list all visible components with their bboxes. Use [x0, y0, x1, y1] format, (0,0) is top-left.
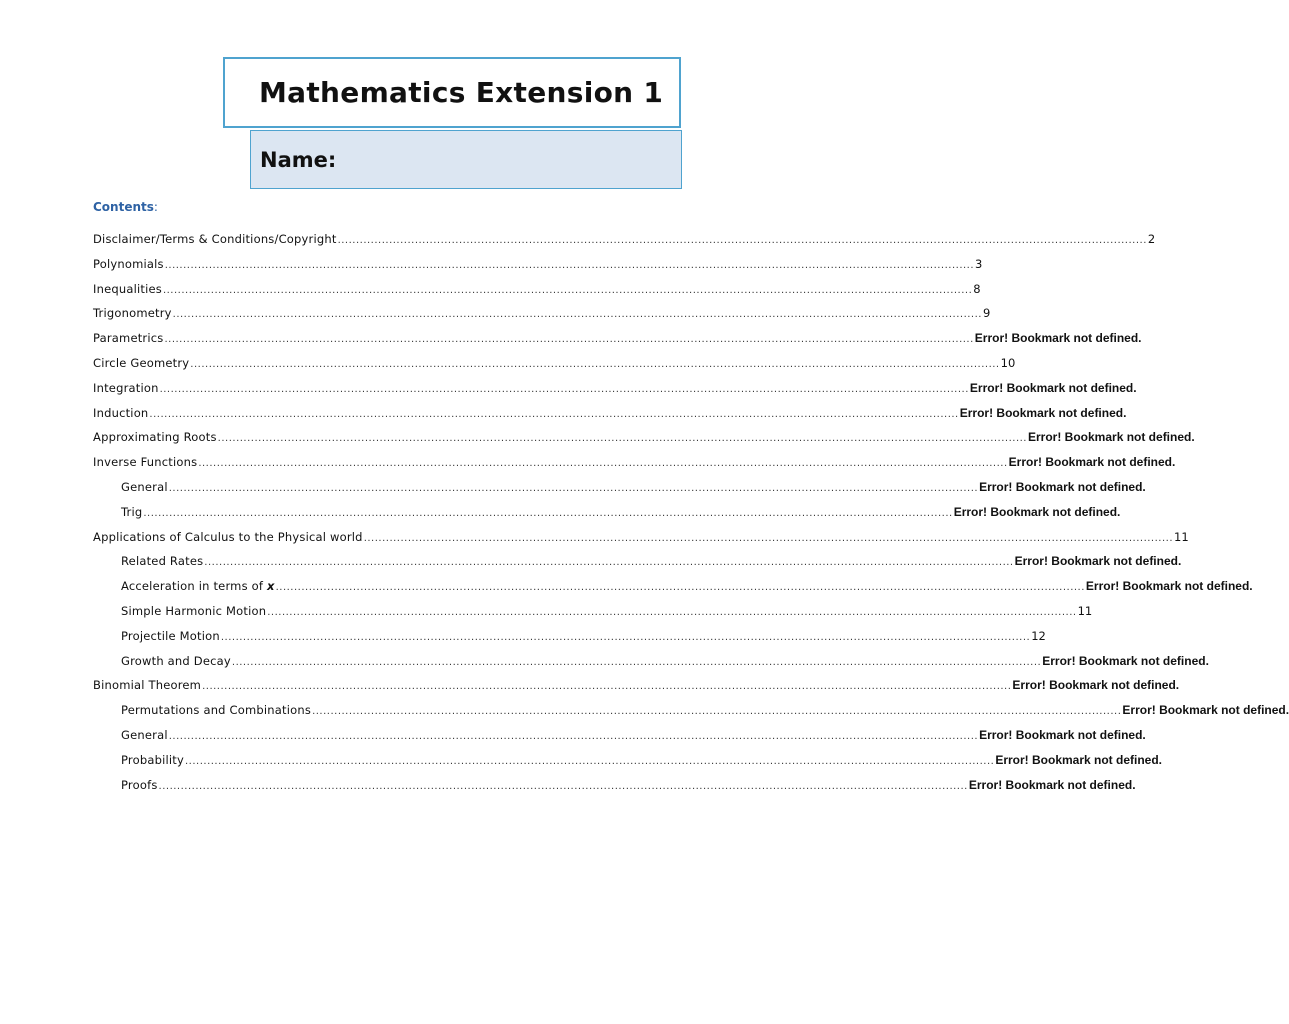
- toc-entry-page: Error! Bookmark not defined.: [953, 504, 1121, 519]
- toc-dot-leader: ............................................................................................................................................................................................................................: [198, 458, 1008, 470]
- toc-entry-label: [121, 551, 203, 571]
- toc-entry[interactable]: [93, 303, 991, 328]
- toc-entry-page: Error! Bookmark not defined.: [995, 752, 1163, 767]
- toc-entry[interactable]: [93, 452, 1176, 477]
- toc-entry-page: Error! Bookmark not defined.: [969, 380, 1137, 395]
- toc-entry-label-text: Parametrics: [93, 331, 164, 346]
- toc-entry[interactable]: [93, 775, 1136, 800]
- toc-entry[interactable]: [93, 626, 1046, 651]
- toc-entry[interactable]: [93, 403, 1127, 428]
- toc-entry-label: [93, 229, 337, 249]
- toc-entry-label: [93, 675, 201, 695]
- toc-entry-label-text: Induction: [93, 405, 149, 420]
- toc-entry-page: Error! Bookmark not defined.: [1008, 455, 1176, 470]
- toc-dot-leader: ............................................................................................................................................................................................................................: [204, 557, 1014, 569]
- toc-dot-leader: ............................................................................................................................................................................................................................: [162, 284, 973, 296]
- toc-entry-label-text: Simple Harmonic Motion: [121, 603, 267, 618]
- toc-entry-label-text: Probability: [121, 752, 184, 767]
- toc-entry-label: [121, 626, 220, 646]
- toc-entry[interactable]: [93, 527, 1189, 552]
- toc-entry-label-text: General: [121, 727, 168, 742]
- toc-entry[interactable]: [93, 502, 1121, 527]
- toc-entry-label-text: Trig: [121, 504, 143, 519]
- toc-entry-label-text: Permutations and Combinations: [121, 703, 312, 718]
- contents-heading-text: Contents: [93, 200, 154, 214]
- toc-entry-label: [121, 750, 184, 770]
- toc-entry-label: [93, 279, 162, 299]
- toc-entry-page: Error! Bookmark not defined.: [968, 777, 1136, 792]
- toc-entry-page: 8: [973, 281, 981, 296]
- toc-entry-label-text: Inequalities: [93, 281, 162, 296]
- toc-entry-label: [93, 403, 148, 423]
- toc-dot-leader: ............................................................................................................................................................................................................................: [168, 482, 979, 494]
- toc-entry-label: [93, 452, 197, 472]
- toc-dot-leader: ............................................................................................................................................................................................................................: [202, 681, 1012, 693]
- toc-dot-leader: ............................................................................................................................................................................................................................: [149, 408, 959, 420]
- toc-entry[interactable]: [93, 725, 1146, 750]
- toc-dot-leader: ............................................................................................................................................................................................................................: [172, 309, 982, 321]
- toc-dot-leader: ............................................................................................................................................................................................................................: [185, 755, 995, 767]
- toc-entry-page: Error! Bookmark not defined.: [1014, 554, 1182, 569]
- toc-dot-leader: ............................................................................................................................................................................................................................: [164, 259, 975, 271]
- toc-entry-page: Error! Bookmark not defined.: [1012, 678, 1180, 693]
- toc-entry[interactable]: [93, 378, 1137, 403]
- toc-entry[interactable]: [93, 601, 1093, 626]
- toc-entry-label-text: Trigonometry: [93, 306, 172, 321]
- toc-entry-label-text: Approximating Roots: [93, 430, 217, 445]
- toc-entry-page: Error! Bookmark not defined.: [979, 479, 1146, 494]
- toc-entry-page: 2: [1147, 232, 1156, 246]
- contents-heading: [93, 200, 158, 214]
- toc-entry-label: [93, 328, 163, 348]
- toc-dot-leader: ............................................................................................................................................................................................................................: [337, 235, 1147, 246]
- toc-dot-leader: ............................................................................................................................................................................................................................: [312, 706, 1122, 718]
- toc-entry-label-text: Applications of Calculus to the Physical world: [93, 529, 363, 544]
- toc-entry[interactable]: [93, 675, 1180, 700]
- toc-entry[interactable]: [93, 279, 981, 304]
- toc-entry-page: 12: [1031, 628, 1046, 643]
- toc-dot-leader: ............................................................................................................................................................................................................................: [168, 730, 979, 742]
- toc-entry-label-text: Circle Geometry: [93, 355, 190, 370]
- toc-entry-page: 10: [1000, 355, 1016, 370]
- toc-dot-leader: ............................................................................................................................................................................................................................: [143, 507, 953, 519]
- toc-dot-leader: ............................................................................................................................................................................................................................: [220, 631, 1031, 643]
- toc-entry-label-text: Disclaimer/Terms & Conditions/Copyright: [93, 232, 337, 246]
- toc-entry-page: Error! Bookmark not defined.: [959, 405, 1127, 420]
- toc-entry-label-text: Proofs: [121, 777, 158, 792]
- toc-entry-label: [121, 502, 142, 522]
- toc-entry-variable: x: [266, 579, 275, 594]
- toc-entry[interactable]: [93, 576, 1253, 601]
- toc-entry-label-text: Polynomials: [93, 256, 164, 271]
- toc-dot-leader: ............................................................................................................................................................................................................................: [231, 656, 1042, 668]
- toc-entry-label: [121, 725, 168, 745]
- toc-entry-label-text: General: [121, 479, 168, 494]
- toc-dot-leader: ............................................................................................................................................................................................................................: [164, 334, 974, 346]
- toc-entry[interactable]: [93, 551, 1182, 576]
- toc-entry[interactable]: [93, 477, 1146, 502]
- toc-entry[interactable]: [93, 700, 1289, 725]
- toc-entry[interactable]: [93, 229, 1156, 254]
- toc-dot-leader: ............................................................................................................................................................................................................................: [190, 358, 1000, 370]
- toc-dot-leader: ............................................................................................................................................................................................................................: [158, 780, 968, 792]
- name-label: Name:: [260, 147, 337, 172]
- toc-entry-page: 9: [982, 306, 991, 321]
- toc-entry-page: Error! Bookmark not defined.: [1042, 653, 1209, 668]
- toc-entry-label-text: Growth and Decay: [121, 653, 231, 668]
- contents-heading-colon: :: [153, 200, 158, 214]
- toc-entry[interactable]: [93, 328, 1142, 353]
- toc-entry-page: Error! Bookmark not defined.: [1028, 430, 1195, 445]
- toc-dot-leader: ............................................................................................................................................................................................................................: [275, 582, 1085, 594]
- toc-entry-label: [93, 353, 189, 373]
- name-field-box: [250, 130, 682, 189]
- toc-entry-label: [93, 427, 217, 447]
- toc-entry[interactable]: [93, 353, 1016, 378]
- toc-entry-page: Error! Bookmark not defined.: [974, 331, 1142, 346]
- toc-entry-label-text: Integration: [93, 380, 159, 395]
- toc-entry-page: Error! Bookmark not defined.: [979, 727, 1146, 742]
- toc-entry-label: [121, 700, 311, 720]
- toc-entry-label: [121, 576, 275, 596]
- toc-entry-label: [121, 775, 158, 795]
- toc-entry-label-text: Inverse Functions: [93, 455, 198, 470]
- toc-dot-leader: ............................................................................................................................................................................................................................: [217, 433, 1027, 445]
- toc-entry[interactable]: [93, 651, 1209, 676]
- toc-entry[interactable]: [93, 750, 1163, 775]
- toc-entry-page: 11: [1077, 603, 1093, 618]
- toc-entry-label: [93, 254, 164, 274]
- toc-entry-label: [121, 651, 231, 671]
- toc-entry-label: [93, 378, 159, 398]
- toc-entry-label: [93, 527, 363, 547]
- toc-entry-page: 11: [1174, 529, 1189, 544]
- toc-entry[interactable]: [93, 427, 1195, 452]
- toc-entry[interactable]: [93, 254, 983, 279]
- toc-entry-page: Error! Bookmark not defined.: [1122, 703, 1289, 718]
- toc-entry-label-text: Projectile Motion: [121, 628, 220, 643]
- toc-entry-label: [121, 601, 266, 621]
- document-title: Mathematics Extension 1: [259, 76, 664, 109]
- toc-dot-leader: ............................................................................................................................................................................................................................: [363, 532, 1174, 544]
- toc-entry-page: Error! Bookmark not defined.: [1085, 579, 1253, 594]
- toc-entry-page: 3: [975, 256, 983, 271]
- title-box: [223, 57, 681, 128]
- toc-entry-label-text: Acceleration in terms of: [121, 579, 267, 594]
- toc-dot-leader: ............................................................................................................................................................................................................................: [159, 383, 969, 395]
- toc-entry-label-text: Binomial Theorem: [93, 678, 202, 693]
- toc-entry-label: [93, 303, 172, 323]
- table-of-contents: [93, 229, 1289, 799]
- toc-entry-label-text: Related Rates: [121, 554, 204, 569]
- toc-entry-label: [121, 477, 168, 497]
- toc-dot-leader: ............................................................................................................................................................................................................................: [267, 606, 1077, 618]
